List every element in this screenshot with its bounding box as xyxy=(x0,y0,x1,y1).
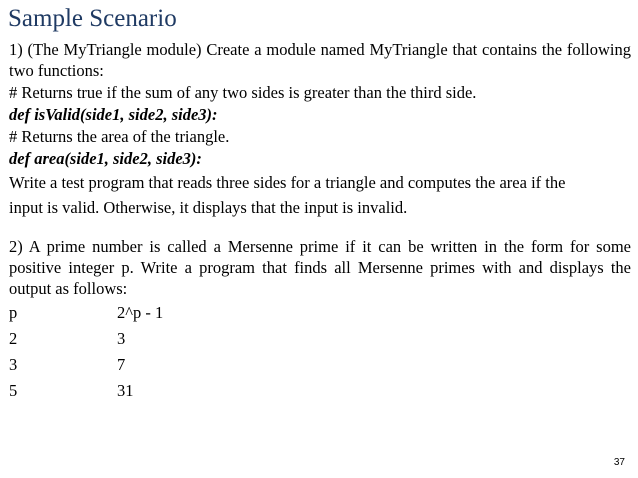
slide-body xyxy=(9,39,631,404)
cell-mersenne: 7 xyxy=(117,355,126,374)
cell-mersenne: 31 xyxy=(117,381,134,400)
table-row xyxy=(9,352,631,378)
cell-p: 2 xyxy=(9,329,18,348)
test-program-line-1: Write a test program that reads three sides for a triangle and computes the area if the xyxy=(9,173,566,192)
table-header-row xyxy=(9,300,631,326)
header-p: p xyxy=(9,303,18,322)
spacer xyxy=(9,220,631,236)
table-row xyxy=(9,378,631,404)
test-program-line-2: input is valid. Otherwise, it displays that the input is invalid. xyxy=(9,198,408,217)
mersenne-table xyxy=(9,300,631,404)
header-2p-1: 2^p - 1 xyxy=(117,303,164,322)
comment-isvalid: # Returns true if the sum of any two sides is greater than the third side. xyxy=(9,83,477,102)
def-isvalid: def isValid(side1, side2, side3): xyxy=(9,105,218,124)
def-area: def area(side1, side2, side3): xyxy=(9,149,202,168)
cell-mersenne: 3 xyxy=(117,329,126,348)
table-row xyxy=(9,326,631,352)
cell-p: 3 xyxy=(9,355,18,374)
problem1-intro: 1) (The MyTriangle module) Create a module named MyTriangle that contains the following two functions: xyxy=(9,40,631,80)
cell-p: 5 xyxy=(9,381,18,400)
comment-area: # Returns the area of the triangle. xyxy=(9,127,230,146)
page-number: 37 xyxy=(613,457,625,468)
problem2-intro: 2) A prime number is called a Mersenne prime if it can be written in the form for some positive integer p. Write a program that finds all Mersenne primes with and displays the output as follows: xyxy=(9,237,631,298)
slide-title: Sample Scenario xyxy=(8,5,177,32)
